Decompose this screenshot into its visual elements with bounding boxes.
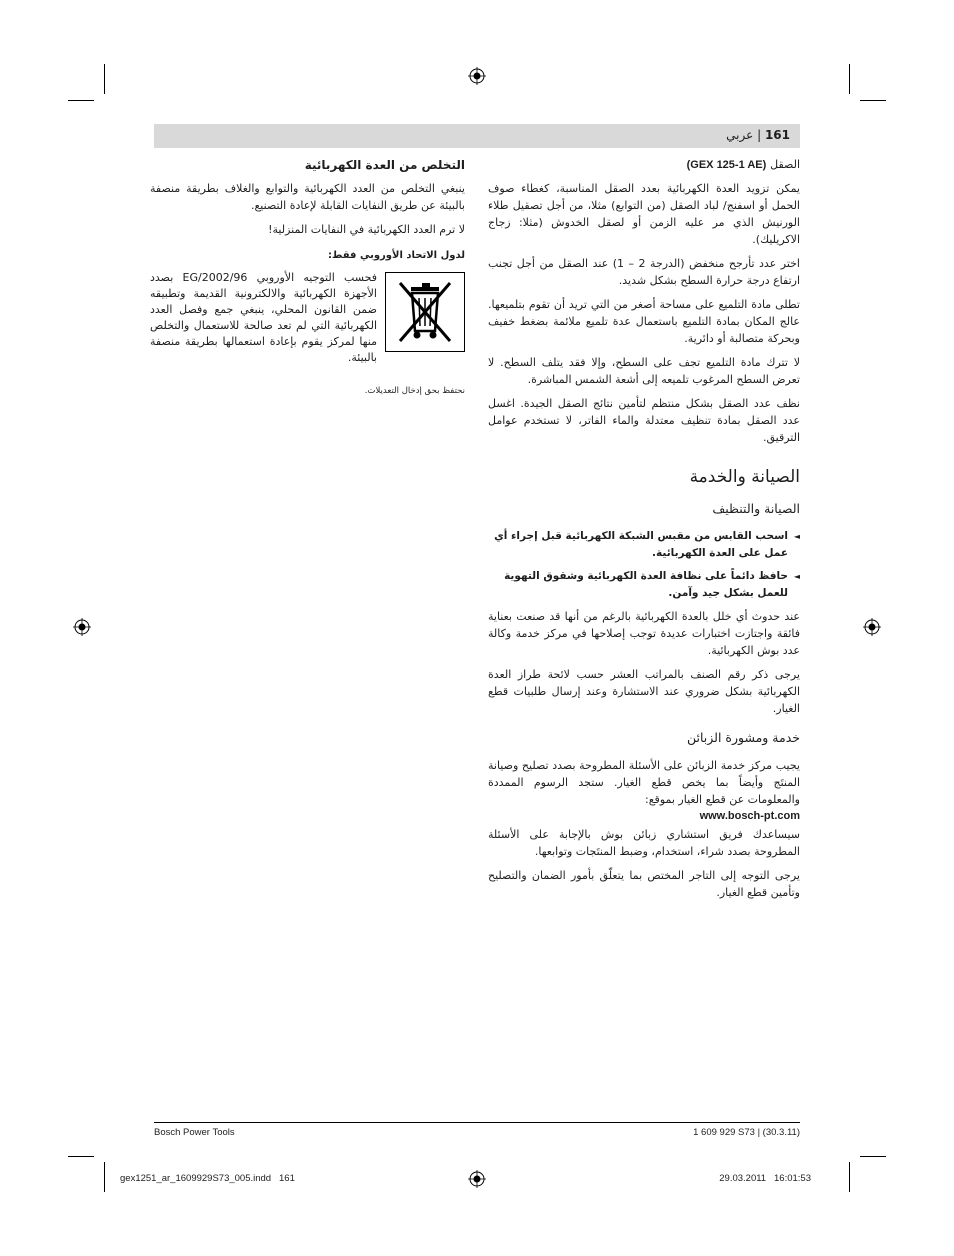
left-column bbox=[150, 156, 465, 398]
list-item bbox=[488, 528, 800, 562]
paragraph: تطلى مادة التلميع على مساحة أصغر من التي تريد أن تقوم بتلميعها. عالج المكان بمادة التلميع باستعمال عدة تلميع ملائمة بضغط خفيف وبحركة متصالبة أو دائرية. bbox=[488, 298, 800, 345]
bullet-text: حافظ دائماً على نظافة العدة الكهربائية وشقوق التهوية للعمل بشكل جيد وآمن. bbox=[504, 570, 788, 599]
weee-symbol bbox=[385, 272, 465, 352]
eu-paragraph: فحسب التوجيه الأوروبي 2002/96/EG بصدد الأجهزة الكهربائية والالكترونية القديمة وتطبيقه ضمن القانون المحلي، ينبغي جمع وفصل العدد الكهربائية التي لم تعد صالحة للاستعمال والتخلص منها لمركز يقوم بإعادة استعمالها بطريقة منصفة بالبيئة. bbox=[150, 271, 377, 364]
bullet-triangle-icon: ◄ bbox=[793, 572, 800, 581]
paragraph: اختر عدد تأرجح منخفض (الدرجة 2 – 1) عند الصقل من أجل تجنب ارتفاع درجة حرارة السطح بشكل شديد. bbox=[488, 257, 800, 287]
crop-mark bbox=[849, 1162, 850, 1192]
paragraph: لا ترم العدد الكهربائية في النفايات المنزلية! bbox=[268, 223, 465, 236]
registration-mark-icon bbox=[863, 618, 881, 636]
list-item bbox=[488, 568, 800, 602]
paragraph: يرجى ذكر رقم الصنف بالمراتب العشر حسب لائحة طراز العدة الكهربائية بشكل ضروري عند الاستشارة وعند إرسال طلبيات قطع الغيار. bbox=[488, 668, 800, 715]
slug-datetime: 29.03.2011 16:01:53 bbox=[719, 1173, 811, 1184]
right-column bbox=[488, 156, 800, 908]
paragraph: لا تترك مادة التلميع تجف على السطح، وإلا فقد يتلف السطح. لا تعرض السطح المرغوب تلميعه إلى أشعة الشمس المباشرة. bbox=[488, 356, 800, 386]
crossed-out-wheelie-bin-icon bbox=[386, 273, 464, 351]
crop-mark bbox=[104, 1162, 105, 1192]
cleaning-title: الصيانة والتنظيف bbox=[712, 501, 800, 516]
header-separator: | bbox=[753, 128, 762, 142]
page-number: 161 bbox=[764, 128, 790, 142]
weee-block bbox=[150, 270, 465, 364]
eu-title: لدول الاتحاد الأوروبي فقط: bbox=[328, 250, 465, 261]
paragraph: ينبغي التخلص من العدد الكهربائية والتوابع والغلاف بطريقة منصفة بالبيئة عن طريق النفايات القابلة لإعادة التصنيع. bbox=[150, 182, 465, 212]
paragraph: نظف عدد الصقل بشكل منتظم لتأمين نتائج الصقل الجيدة. اغسل عدد الصقل بمادة تنظيف معتدلة والماء الفاتر، لا تستخدم عوامل الترقيق. bbox=[488, 397, 800, 444]
crop-mark bbox=[860, 100, 886, 101]
footer-doc-number: 1 609 929 S73 | (30.3.11) bbox=[693, 1127, 800, 1138]
polishing-model: (GEX 125-1 AE) bbox=[686, 159, 767, 171]
registration-mark-icon bbox=[468, 67, 486, 85]
service-title: خدمة ومشورة الزبائن bbox=[686, 730, 800, 745]
page-header bbox=[154, 124, 800, 148]
paragraph: يرجى التوجه إلى التاجر المختص بما يتعلّق بأمور الضمان والتصليح وتأمين قطع الغيار. bbox=[488, 869, 800, 899]
maintenance-title: الصيانة والخدمة bbox=[689, 467, 800, 487]
header-language: عربي bbox=[726, 128, 754, 142]
crop-mark bbox=[104, 64, 105, 94]
paragraph: عند حدوث أي خلل بالعدة الكهربائية بالرغم من أنها قد صنعت بعناية فائقة واجتازت اختبارات عديدة توجب إصلاحها في مركز خدمة وكالة عدد بوش الكهربائية. bbox=[488, 610, 800, 657]
crop-mark bbox=[68, 100, 94, 101]
header-text bbox=[726, 128, 790, 142]
crop-mark bbox=[68, 1156, 94, 1157]
paragraph: يجيب مركز خدمة الزبائن على الأسئلة المطروحة بصدد تصليح وصيانة المنتَج وأيضاً بما يخص قطع الغيار. ستجد الرسوم الممددة والمعلومات عن قطع الغيار بموقع: bbox=[488, 759, 800, 806]
bullet-triangle-icon: ◄ bbox=[793, 532, 800, 541]
section-title-polishing bbox=[488, 156, 800, 174]
crop-mark bbox=[849, 64, 850, 94]
changes-note: نحتفظ بحق إدخال التعديلات. bbox=[364, 386, 465, 396]
footer-rule bbox=[154, 1122, 800, 1123]
paragraph: سيساعدك فريق استشاري زبائن بوش بالإجابة على الأسئلة المطروحة بصدد شراء، استخدام، وضبط المنتَجات وتوابعها. bbox=[488, 828, 800, 858]
crop-mark bbox=[860, 1156, 886, 1157]
registration-mark-icon bbox=[468, 1170, 486, 1188]
bullet-text: اسحب القابس من مقبس الشبكة الكهربائية قبل إجراء أي عمل على العدة الكهربائية. bbox=[494, 530, 788, 559]
slug-filename: gex1251_ar_1609929S73_005.indd 161 bbox=[120, 1173, 295, 1184]
disposal-title: التخلص من العدة الكهربائية bbox=[304, 158, 465, 172]
paragraph: يمكن تزويد العدة الكهربائية بعدد الصقل المناسبة، كغطاء صوف الحمل أو اسفنج/ لباد الصقل (من التوابع) مثلا، من أجل تصقيل طلاء الورنيش الذي مر عليه الزمن أو لصقل الخدوش (مثلا: زجاج الاكريليك). bbox=[488, 182, 800, 246]
registration-mark-icon bbox=[73, 618, 91, 636]
footer-brand: Bosch Power Tools bbox=[154, 1127, 235, 1138]
polishing-title: الصقل bbox=[770, 158, 800, 171]
website-link[interactable]: www.bosch-pt.com bbox=[699, 810, 800, 822]
